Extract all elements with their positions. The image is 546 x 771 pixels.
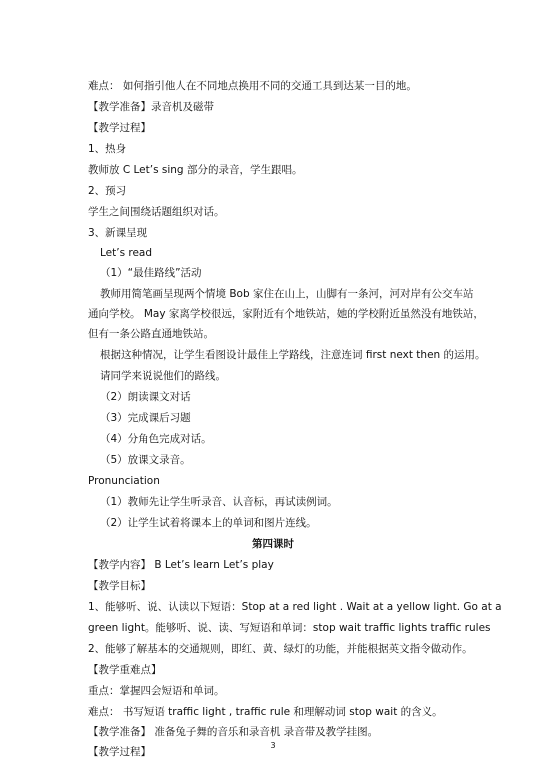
text-line: 3、新课呈现 xyxy=(88,227,148,239)
text-line: 2、能够了解基本的交通规则，即红、黄、绿灯的功能，并能根据英文指令做动作。 xyxy=(88,643,473,655)
text-line: 2、预习 xyxy=(88,185,127,197)
text-line: green light。能够听、说、读、写短语和单词：stop wait traffic lights traffic rules xyxy=(88,622,491,634)
text-line: 教师放 C Let’s sing 部分的录音，学生跟唱。 xyxy=(88,164,303,176)
text-line: 1、能够听、说、认读以下短语：Stop at a red light . Wait at a yellow light. Go at a xyxy=(88,601,502,613)
text-line: 【教学内容】 B Let’s learn Let’s play xyxy=(88,559,274,571)
text-line: 【教学准备】录音机及磁带 xyxy=(88,101,214,113)
text-line: Pronunciation xyxy=(88,475,160,487)
text-line: 【教学准备】 准备兔子舞的音乐和录音机 录音带及教学挂图。 xyxy=(88,726,379,738)
text-line: 难点： 如何指引他人在不同地点换用不同的交通工具到达某一目的地。 xyxy=(88,80,417,92)
section-title: 第四课时 xyxy=(252,538,294,550)
text-line: （2）朗读课文对话 xyxy=(100,391,191,403)
section-heading: 【教学过程】 xyxy=(88,122,151,134)
text-line: （5）放课文录音。 xyxy=(100,454,191,466)
section-heading: 【教学重难点】 xyxy=(88,664,162,676)
text-line: 但有一条公路直通地铁站。 xyxy=(88,328,214,340)
section-heading: 【教学过程】 xyxy=(88,746,151,758)
page-number: 3 xyxy=(270,741,276,750)
text-line: 重点：掌握四会短语和单词。 xyxy=(88,685,225,697)
text-line: （4）分角色完成对话。 xyxy=(100,433,212,445)
text-line: （2）让学生试着将课本上的单词和图片连线。 xyxy=(100,517,317,529)
text-line: 1、热身 xyxy=(88,143,127,155)
text-line: 教师用简笔画呈现两个情境 Bob 家住在山上，山脚有一条河，河对岸有公交车站 xyxy=(100,288,474,300)
text-line: 学生之间围绕话题组织对话。 xyxy=(88,206,225,218)
text-line: 难点： 书写短语 traffic light , traffic rule 和理解动词 stop wait 的含义。 xyxy=(88,706,443,718)
text-line: （1）教师先让学生听录音、认音标，再试读例词。 xyxy=(100,496,338,508)
text-line: 通向学校。 May 家离学校很远，家附近有个地铁站，她的学校附近虽然没有地铁站， xyxy=(88,308,484,320)
text-line: Let’s read xyxy=(100,247,153,259)
text-line: 根据这种情况，让学生看图设计最佳上学路线，注意连词 first next then 的运用。 xyxy=(100,349,486,361)
section-heading: 【教学目标】 xyxy=(88,580,151,592)
text-line: （3）完成课后习题 xyxy=(100,412,191,424)
text-line: 请同学来说说他们的路线。 xyxy=(100,370,226,382)
text-line: （1）“最佳路线”活动 xyxy=(100,267,202,279)
